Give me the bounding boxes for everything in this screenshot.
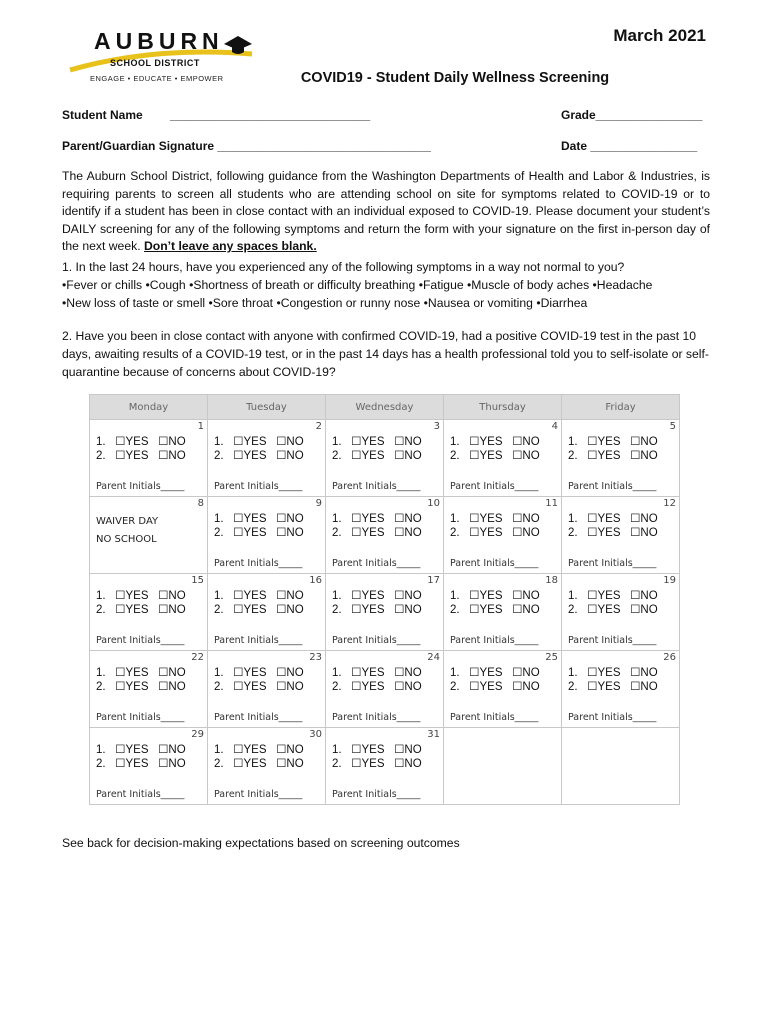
calendar-week [90, 574, 680, 651]
calendar-day[interactable] [208, 728, 326, 805]
calendar-empty-cell [444, 728, 562, 805]
day-number: 16 [309, 575, 322, 586]
calendar-day[interactable] [562, 574, 680, 651]
parent-initials-field[interactable]: Parent Initials_____ [332, 558, 421, 569]
parent-initials-field[interactable]: Parent Initials_____ [96, 789, 185, 800]
day-number: 19 [663, 575, 676, 586]
day-number: 4 [551, 421, 558, 432]
calendar-day[interactable] [444, 574, 562, 651]
logo-subtitle: SCHOOL DISTRICT [110, 58, 200, 68]
waiver-day-label: WAIVER DAY [96, 516, 159, 527]
calendar-week [90, 420, 680, 497]
day-number: 9 [315, 498, 322, 509]
yes-no-checkboxes[interactable]: 1. ☐YES ☐NO 2. ☐YES ☐NO [214, 667, 304, 693]
yes-no-checkboxes[interactable]: 1. ☐YES ☐NO 2. ☐YES ☐NO [332, 744, 422, 770]
day-number: 22 [191, 652, 204, 663]
parent-initials-field[interactable]: Parent Initials_____ [214, 558, 303, 569]
day-number: 24 [427, 652, 440, 663]
logo-wordmark: AUBURN [94, 28, 224, 54]
day-number: 15 [191, 575, 204, 586]
calendar-day[interactable] [208, 420, 326, 497]
yes-no-checkboxes[interactable]: 1. ☐YES ☐NO 2. ☐YES ☐NO [450, 667, 540, 693]
day-header-thursday: Thursday [444, 395, 562, 420]
calendar-day[interactable] [562, 651, 680, 728]
intro-paragraph [62, 168, 710, 256]
calendar-day[interactable] [326, 728, 444, 805]
day-header-friday: Friday [562, 395, 680, 420]
yes-no-checkboxes[interactable]: 1. ☐YES ☐NO 2. ☐YES ☐NO [568, 590, 658, 616]
parent-initials-field[interactable]: Parent Initials_____ [214, 789, 303, 800]
calendar-body [90, 420, 680, 805]
intro-text: The Auburn School District, following guidance from the Washington Departments of Health and Labor & Industries, is requiring parents to screen all students who are attending school on site for symptoms related to COVID-19 or to identify if a student has been in close contact with an individual exposed to COVID-19. Please document your student’s DAILY screening for any of the following symptoms and return the form with your signature on the first in-person day of the next week. [62, 169, 710, 253]
question-2: 2. Have you been in close contact with anyone with confirmed COVID-19, had a positive COVID-19 test in the past 10 days, awaiting results of a COVID-19 test, or in the past 14 days has a health professional told you to self-isolate or self-quarantine because of concerns about COVID-19? [62, 329, 709, 379]
symptom-list-line-2: •New loss of taste or smell •Sore throat •Congestion or runny nose •Nausea or vomiting •Diarrhea [62, 296, 588, 310]
parent-initials-field[interactable]: Parent Initials_____ [96, 481, 185, 492]
calendar-day[interactable] [208, 497, 326, 574]
calendar-day[interactable] [208, 574, 326, 651]
calendar-empty-cell [562, 728, 680, 805]
calendar-day[interactable] [90, 497, 208, 574]
parent-initials-field[interactable]: Parent Initials_____ [214, 635, 303, 646]
calendar-day[interactable] [326, 574, 444, 651]
no-school-label: NO SCHOOL [96, 534, 157, 545]
screening-calendar [89, 394, 680, 805]
calendar-day[interactable] [444, 420, 562, 497]
footer-note: See back for decision-making expectations based on screening outcomes [62, 836, 460, 850]
day-number: 23 [309, 652, 322, 663]
logo-tagline: ENGAGE • EDUCATE • EMPOWER [90, 74, 224, 83]
grade-field[interactable]: Grade________________ [561, 108, 703, 122]
parent-initials-field[interactable]: Parent Initials_____ [450, 481, 539, 492]
calendar-day[interactable] [326, 420, 444, 497]
calendar-week [90, 651, 680, 728]
parent-initials-field[interactable]: Parent Initials_____ [332, 481, 421, 492]
day-number: 10 [427, 498, 440, 509]
day-number: 30 [309, 729, 322, 740]
day-header-wednesday: Wednesday [326, 395, 444, 420]
yes-no-checkboxes[interactable]: 1. ☐YES ☐NO 2. ☐YES ☐NO [96, 744, 186, 770]
day-number: 2 [315, 421, 322, 432]
parent-initials-field[interactable]: Parent Initials_____ [332, 712, 421, 723]
calendar-day[interactable] [444, 651, 562, 728]
question-1 [62, 258, 712, 312]
calendar-day[interactable] [562, 497, 680, 574]
day-number: 1 [197, 421, 204, 432]
parent-initials-field[interactable]: Parent Initials_____ [568, 558, 657, 569]
yes-no-checkboxes[interactable]: 1. ☐YES ☐NO 2. ☐YES ☐NO [96, 667, 186, 693]
waiver-day-note [96, 513, 158, 549]
day-number: 25 [545, 652, 558, 663]
calendar-day[interactable] [90, 574, 208, 651]
calendar-day[interactable] [90, 728, 208, 805]
date-field[interactable]: Date ________________ [561, 139, 698, 153]
parent-initials-field[interactable]: Parent Initials_____ [568, 712, 657, 723]
yes-no-checkboxes[interactable]: 1. ☐YES ☐NO 2. ☐YES ☐NO [214, 744, 304, 770]
yes-no-checkboxes[interactable]: 1. ☐YES ☐NO 2. ☐YES ☐NO [332, 590, 422, 616]
day-number: 8 [197, 498, 204, 509]
day-number: 26 [663, 652, 676, 663]
day-number: 31 [427, 729, 440, 740]
yes-no-checkboxes[interactable]: 1. ☐YES ☐NO 2. ☐YES ☐NO [214, 590, 304, 616]
yes-no-checkboxes[interactable]: 1. ☐YES ☐NO 2. ☐YES ☐NO [450, 590, 540, 616]
day-header-monday: Monday [90, 395, 208, 420]
yes-no-checkboxes[interactable]: 1. ☐YES ☐NO 2. ☐YES ☐NO [96, 436, 186, 462]
calendar-day[interactable] [444, 497, 562, 574]
calendar-day[interactable] [90, 420, 208, 497]
student-name-label: Student Name [62, 108, 143, 122]
form-title: COVID19 - Student Daily Wellness Screening [300, 70, 610, 86]
yes-no-checkboxes[interactable]: 1. ☐YES ☐NO 2. ☐YES ☐NO [568, 667, 658, 693]
yes-no-checkboxes[interactable]: 1. ☐YES ☐NO 2. ☐YES ☐NO [332, 667, 422, 693]
parent-initials-field[interactable]: Parent Initials_____ [332, 635, 421, 646]
parent-initials-field[interactable]: Parent Initials_____ [450, 712, 539, 723]
yes-no-checkboxes[interactable]: 1. ☐YES ☐NO 2. ☐YES ☐NO [332, 436, 422, 462]
calendar-day[interactable] [326, 497, 444, 574]
day-number: 3 [433, 421, 440, 432]
parent-initials-field[interactable]: Parent Initials_____ [96, 712, 185, 723]
day-number: 12 [663, 498, 676, 509]
day-header-tuesday: Tuesday [208, 395, 326, 420]
parent-initials-field[interactable]: Parent Initials_____ [214, 712, 303, 723]
day-number: 18 [545, 575, 558, 586]
yes-no-checkboxes[interactable]: 1. ☐YES ☐NO 2. ☐YES ☐NO [450, 436, 540, 462]
symptom-list-line-1: •Fever or chills •Cough •Shortness of breath or difficulty breathing •Fatigue •Muscle of body aches •Headache [62, 278, 653, 292]
day-number: 5 [669, 421, 676, 432]
parent-initials-field[interactable]: Parent Initials_____ [568, 481, 657, 492]
yes-no-checkboxes[interactable]: 1. ☐YES ☐NO 2. ☐YES ☐NO [568, 513, 658, 539]
yes-no-checkboxes[interactable]: 1. ☐YES ☐NO 2. ☐YES ☐NO [332, 513, 422, 539]
calendar-day[interactable] [90, 651, 208, 728]
calendar-day[interactable] [326, 651, 444, 728]
intro-emphasis: Don’t leave any spaces blank. [143, 239, 317, 253]
yes-no-checkboxes[interactable]: 1. ☐YES ☐NO 2. ☐YES ☐NO [96, 590, 186, 616]
calendar-week [90, 728, 680, 805]
calendar-day[interactable] [562, 420, 680, 497]
day-number: 11 [545, 498, 558, 509]
yes-no-checkboxes[interactable]: 1. ☐YES ☐NO 2. ☐YES ☐NO [568, 436, 658, 462]
day-number: 29 [191, 729, 204, 740]
question-1-text: 1. In the last 24 hours, have you experienced any of the following symptoms in a way not normal to you? [62, 260, 625, 274]
yes-no-checkboxes[interactable]: 1. ☐YES ☐NO 2. ☐YES ☐NO [214, 436, 304, 462]
student-name-field[interactable]: ______________________________ [170, 108, 371, 122]
parent-initials-field[interactable]: Parent Initials_____ [332, 789, 421, 800]
day-number: 17 [427, 575, 440, 586]
yes-no-checkboxes[interactable]: 1. ☐YES ☐NO 2. ☐YES ☐NO [450, 513, 540, 539]
calendar-week [90, 497, 680, 574]
day-header-row [90, 395, 680, 420]
parent-initials-field[interactable]: Parent Initials_____ [214, 481, 303, 492]
parent-signature-field[interactable]: Parent/Guardian Signature ________________________________ [62, 139, 431, 153]
yes-no-checkboxes[interactable]: 1. ☐YES ☐NO 2. ☐YES ☐NO [214, 513, 304, 539]
calendar-day[interactable] [208, 651, 326, 728]
month-heading: March 2021 [613, 26, 706, 45]
parent-initials-field[interactable]: Parent Initials_____ [450, 558, 539, 569]
parent-initials-field[interactable]: Parent Initials_____ [450, 635, 539, 646]
parent-initials-field[interactable]: Parent Initials_____ [568, 635, 657, 646]
parent-initials-field[interactable]: Parent Initials_____ [96, 635, 185, 646]
